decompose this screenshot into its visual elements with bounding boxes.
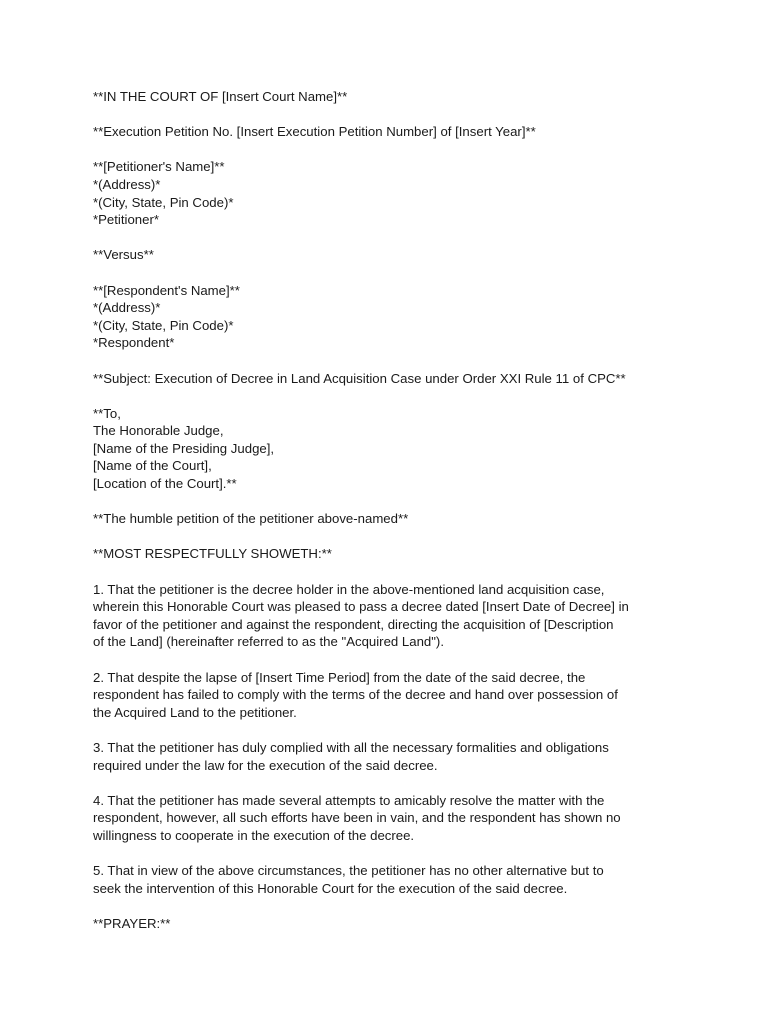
paragraph-3 — [93, 739, 693, 774]
paragraph-line: wherein this Honorable Court was pleased to pass a decree dated [Insert Date of Decree] in — [93, 599, 629, 615]
petition-number-text: **Execution Petition No. [Insert Execution Petition Number] of [Insert Year]** — [93, 124, 536, 140]
paragraph-line: 3. That the petitioner has duly complied with all the necessary formalities and obligations — [93, 739, 609, 755]
addressee-presiding: [Name of the Presiding Judge], — [93, 440, 275, 456]
paragraph-4 — [93, 792, 693, 845]
paragraph-line: respondent has failed to comply with the terms of the decree and hand over possession of — [93, 687, 618, 703]
paragraph-line: 5. That in view of the above circumstances, the petitioner has no other alternative but to — [93, 863, 604, 879]
petitioner-block — [93, 158, 693, 228]
court-heading — [93, 88, 693, 106]
petitioner-role: *Petitioner* — [93, 212, 159, 228]
addressee-judge: The Honorable Judge, — [93, 423, 224, 439]
prayer-heading — [93, 915, 693, 933]
paragraph-1 — [93, 581, 693, 651]
paragraph-line: willingness to cooperate in the execution of the decree. — [93, 827, 415, 843]
petition-number — [93, 123, 693, 141]
addressee-block — [93, 405, 693, 493]
humble-petition-text: **The humble petition of the petitioner above-named** — [93, 511, 409, 527]
prayer-text: **PRAYER:** — [93, 915, 171, 931]
paragraph-2 — [93, 669, 693, 722]
paragraph-line: 1. That the petitioner is the decree holder in the above-mentioned land acquisition case, — [93, 581, 605, 597]
subject-text: **Subject: Execution of Decree in Land Acquisition Case under Order XXI Rule 11 of CPC** — [93, 370, 626, 386]
respondent-block — [93, 282, 693, 352]
versus-text: **Versus** — [93, 247, 154, 263]
respondent-name: **[Respondent's Name]** — [93, 282, 240, 298]
addressee-to: **To, — [93, 405, 121, 421]
showeth-text: **MOST RESPECTFULLY SHOWETH:** — [93, 546, 332, 562]
addressee-location: [Location of the Court].** — [93, 476, 237, 492]
paragraph-line: respondent, however, all such efforts have been in vain, and the respondent has shown no — [93, 810, 621, 826]
humble-petition — [93, 510, 693, 528]
paragraph-line: 2. That despite the lapse of [Insert Time Period] from the date of the said decree, the — [93, 669, 586, 685]
paragraph-line: seek the intervention of this Honorable Court for the execution of the said decree. — [93, 880, 568, 896]
document-body — [93, 88, 693, 950]
paragraph-5 — [93, 862, 693, 897]
petitioner-city: *(City, State, Pin Code)* — [93, 194, 234, 210]
paragraph-line: the Acquired Land to the petitioner. — [93, 704, 297, 720]
court-heading-text: **IN THE COURT OF [Insert Court Name]** — [93, 89, 348, 104]
paragraph-line: of the Land] (hereinafter referred to as the "Acquired Land"). — [93, 634, 444, 650]
petitioner-address: *(Address)* — [93, 176, 161, 192]
respondent-city: *(City, State, Pin Code)* — [93, 317, 234, 333]
subject — [93, 370, 693, 388]
paragraph-line: favor of the petitioner and against the respondent, directing the acquisition of [Description — [93, 616, 614, 632]
showeth-heading — [93, 545, 693, 563]
respondent-role: *Respondent* — [93, 335, 175, 351]
paragraph-line: required under the law for the execution of the said decree. — [93, 757, 438, 773]
respondent-address: *(Address)* — [93, 300, 161, 316]
paragraph-line: 4. That the petitioner has made several attempts to amicably resolve the matter with the — [93, 792, 605, 808]
addressee-court: [Name of the Court], — [93, 458, 212, 474]
versus — [93, 246, 693, 264]
petitioner-name: **[Petitioner's Name]** — [93, 159, 225, 175]
